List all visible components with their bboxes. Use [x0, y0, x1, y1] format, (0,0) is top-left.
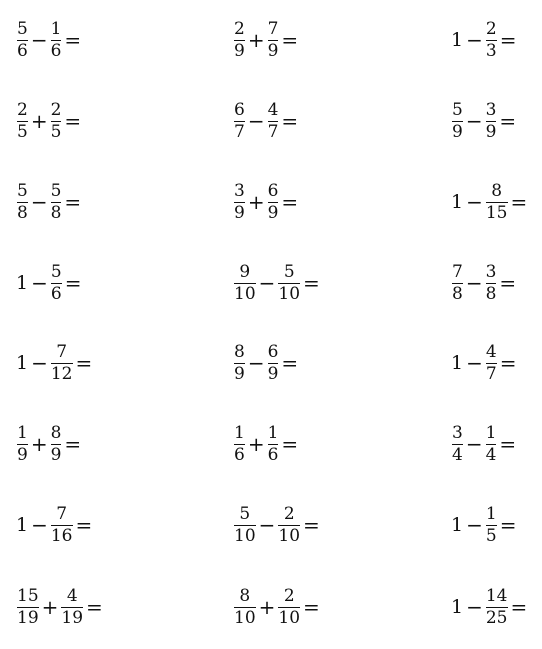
operator: − — [31, 271, 48, 295]
denominator: 4 — [485, 444, 497, 465]
fraction — [50, 99, 63, 142]
fraction — [16, 585, 40, 628]
whole-number: 1 — [451, 513, 464, 536]
fraction — [277, 503, 301, 546]
numerator: 7 — [267, 18, 279, 39]
numerator: 6 — [267, 180, 279, 201]
numerator: 2 — [283, 503, 295, 524]
problem — [16, 587, 176, 627]
operator: − — [247, 109, 265, 133]
denominator: 19 — [61, 607, 84, 628]
problem — [16, 343, 176, 383]
denominator: 9 — [267, 202, 279, 223]
problem — [233, 587, 393, 627]
problem — [451, 101, 542, 141]
problem — [233, 505, 393, 545]
fraction — [267, 18, 280, 61]
equals-sign: = — [303, 595, 320, 619]
equals-sign: = — [281, 109, 299, 133]
fraction — [233, 18, 246, 61]
denominator: 5 — [50, 121, 62, 142]
numerator: 15 — [17, 585, 39, 606]
fraction — [233, 99, 246, 142]
numerator: 3 — [485, 261, 497, 282]
problem — [233, 424, 393, 464]
fraction — [50, 503, 74, 546]
denominator: 9 — [267, 363, 279, 384]
operator: + — [247, 432, 265, 456]
whole-number: 1 — [451, 351, 464, 374]
whole-number: 1 — [16, 271, 29, 294]
operator: − — [465, 109, 483, 133]
denominator: 10 — [234, 283, 256, 304]
denominator: 19 — [17, 607, 39, 628]
problem — [451, 263, 542, 303]
equals-sign: = — [281, 432, 299, 456]
equals-sign: = — [64, 28, 82, 52]
numerator: 8 — [239, 585, 251, 606]
numerator: 4 — [485, 341, 497, 362]
fraction — [233, 261, 257, 304]
operator: + — [30, 109, 48, 133]
denominator: 10 — [278, 525, 301, 546]
problem — [451, 505, 542, 545]
equals-sign: = — [64, 432, 82, 456]
problem — [233, 101, 393, 141]
whole-number: 1 — [16, 351, 29, 374]
problem — [451, 182, 542, 222]
numerator: 7 — [56, 341, 68, 362]
equals-sign: = — [510, 190, 528, 214]
fraction — [451, 261, 464, 304]
denominator: 9 — [234, 363, 245, 384]
numerator: 7 — [56, 503, 68, 524]
numerator: 1 — [17, 422, 28, 443]
fraction — [233, 422, 246, 465]
denominator: 4 — [452, 444, 463, 465]
denominator: 16 — [50, 525, 73, 546]
equals-sign: = — [499, 432, 517, 456]
fraction — [451, 99, 464, 142]
whole-number: 1 — [451, 595, 464, 618]
equals-sign: = — [64, 109, 82, 133]
equals-sign: = — [303, 513, 320, 537]
fraction — [50, 341, 74, 384]
equals-sign: = — [510, 595, 528, 619]
numerator: 5 — [452, 99, 463, 120]
equals-sign: = — [64, 271, 82, 295]
fraction — [50, 261, 63, 304]
operator: − — [466, 28, 483, 52]
operator: − — [31, 351, 48, 375]
fraction — [233, 180, 246, 223]
whole-number: 1 — [451, 28, 464, 51]
fraction — [233, 585, 257, 628]
numerator: 2 — [485, 18, 497, 39]
denominator: 9 — [234, 202, 245, 223]
denominator: 7 — [267, 121, 279, 142]
numerator: 7 — [452, 261, 463, 282]
numerator: 5 — [50, 180, 62, 201]
problem — [451, 587, 542, 627]
denominator: 9 — [267, 40, 279, 61]
fraction — [451, 422, 464, 465]
fraction — [233, 503, 257, 546]
denominator: 10 — [278, 283, 301, 304]
numerator: 2 — [50, 99, 62, 120]
whole-number: 1 — [16, 513, 29, 536]
denominator: 8 — [50, 202, 62, 223]
operator: − — [31, 513, 48, 537]
fraction — [485, 341, 498, 384]
numerator: 14 — [485, 585, 508, 606]
numerator: 2 — [283, 585, 295, 606]
operator: − — [30, 28, 48, 52]
operator: + — [247, 190, 265, 214]
numerator: 8 — [491, 180, 503, 201]
operator: − — [258, 271, 276, 295]
denominator: 9 — [234, 40, 245, 61]
numerator: 5 — [283, 261, 295, 282]
fraction — [233, 341, 246, 384]
operator: − — [466, 190, 483, 214]
numerator: 1 — [267, 422, 279, 443]
operator: + — [30, 432, 48, 456]
fraction — [485, 180, 509, 223]
denominator: 7 — [485, 363, 497, 384]
numerator: 8 — [50, 422, 62, 443]
fraction — [60, 585, 84, 628]
operator: + — [247, 28, 265, 52]
fraction — [267, 422, 280, 465]
fraction — [485, 585, 509, 628]
denominator: 9 — [485, 121, 497, 142]
problem — [16, 101, 176, 141]
fraction — [267, 99, 280, 142]
numerator: 1 — [485, 503, 497, 524]
denominator: 6 — [267, 444, 279, 465]
numerator: 1 — [485, 422, 497, 443]
equals-sign: = — [281, 351, 299, 375]
equals-sign: = — [75, 351, 93, 375]
numerator: 1 — [234, 422, 245, 443]
denominator: 15 — [485, 202, 508, 223]
fraction — [16, 18, 29, 61]
operator: − — [30, 190, 48, 214]
numerator: 4 — [66, 585, 78, 606]
numerator: 3 — [234, 180, 245, 201]
denominator: 6 — [50, 40, 62, 61]
operator: − — [465, 432, 483, 456]
numerator: 2 — [234, 18, 245, 39]
problem — [451, 424, 542, 464]
whole-number: 1 — [451, 190, 464, 213]
fraction — [485, 503, 498, 546]
denominator: 25 — [485, 607, 508, 628]
fraction — [267, 341, 280, 384]
denominator: 7 — [234, 121, 245, 142]
denominator: 9 — [50, 444, 62, 465]
equals-sign: = — [86, 595, 103, 619]
problem — [16, 182, 176, 222]
fraction — [485, 261, 498, 304]
operator: − — [466, 351, 483, 375]
operator: − — [465, 271, 483, 295]
fraction — [16, 422, 29, 465]
denominator: 5 — [17, 121, 28, 142]
fraction — [485, 18, 498, 61]
operator: + — [41, 595, 59, 619]
fraction — [485, 422, 498, 465]
problem — [16, 505, 176, 545]
equals-sign: = — [499, 271, 517, 295]
denominator: 3 — [485, 40, 497, 61]
numerator: 6 — [234, 99, 245, 120]
problem — [16, 263, 176, 303]
denominator: 6 — [50, 283, 62, 304]
fraction — [50, 18, 63, 61]
denominator: 8 — [452, 283, 463, 304]
problem — [16, 20, 176, 60]
equals-sign: = — [499, 513, 517, 537]
numerator: 5 — [50, 261, 62, 282]
numerator: 6 — [267, 341, 279, 362]
fraction — [50, 422, 63, 465]
fraction — [485, 99, 498, 142]
equals-sign: = — [75, 513, 93, 537]
denominator: 8 — [485, 283, 497, 304]
numerator: 9 — [239, 261, 251, 282]
denominator: 6 — [17, 40, 28, 61]
denominator: 12 — [50, 363, 73, 384]
problem — [451, 20, 542, 60]
fraction — [267, 180, 280, 223]
denominator: 5 — [485, 525, 497, 546]
denominator: 9 — [452, 121, 463, 142]
denominator: 10 — [278, 607, 301, 628]
operator: − — [247, 351, 265, 375]
problem — [16, 424, 176, 464]
numerator: 4 — [267, 99, 279, 120]
fraction — [16, 99, 29, 142]
denominator: 10 — [234, 525, 256, 546]
operator: − — [466, 595, 483, 619]
fraction — [16, 180, 29, 223]
operator: + — [258, 595, 276, 619]
denominator: 6 — [234, 444, 245, 465]
problem — [233, 182, 393, 222]
equals-sign: = — [281, 190, 299, 214]
numerator: 5 — [239, 503, 251, 524]
fraction — [50, 180, 63, 223]
numerator: 3 — [485, 99, 497, 120]
denominator: 9 — [17, 444, 28, 465]
numerator: 2 — [17, 99, 28, 120]
problem — [233, 343, 393, 383]
operator: − — [466, 513, 483, 537]
equals-sign: = — [499, 109, 517, 133]
fraction — [277, 585, 301, 628]
problem — [451, 343, 542, 383]
problem — [233, 263, 393, 303]
equals-sign: = — [499, 351, 517, 375]
numerator: 5 — [17, 180, 28, 201]
problem — [233, 20, 393, 60]
equals-sign: = — [64, 190, 82, 214]
numerator: 8 — [234, 341, 245, 362]
equals-sign: = — [499, 28, 517, 52]
operator: − — [258, 513, 276, 537]
equals-sign: = — [303, 271, 320, 295]
equals-sign: = — [281, 28, 299, 52]
fraction — [277, 261, 301, 304]
numerator: 1 — [50, 18, 62, 39]
numerator: 3 — [452, 422, 463, 443]
denominator: 10 — [234, 607, 256, 628]
numerator: 5 — [17, 18, 28, 39]
denominator: 8 — [17, 202, 28, 223]
